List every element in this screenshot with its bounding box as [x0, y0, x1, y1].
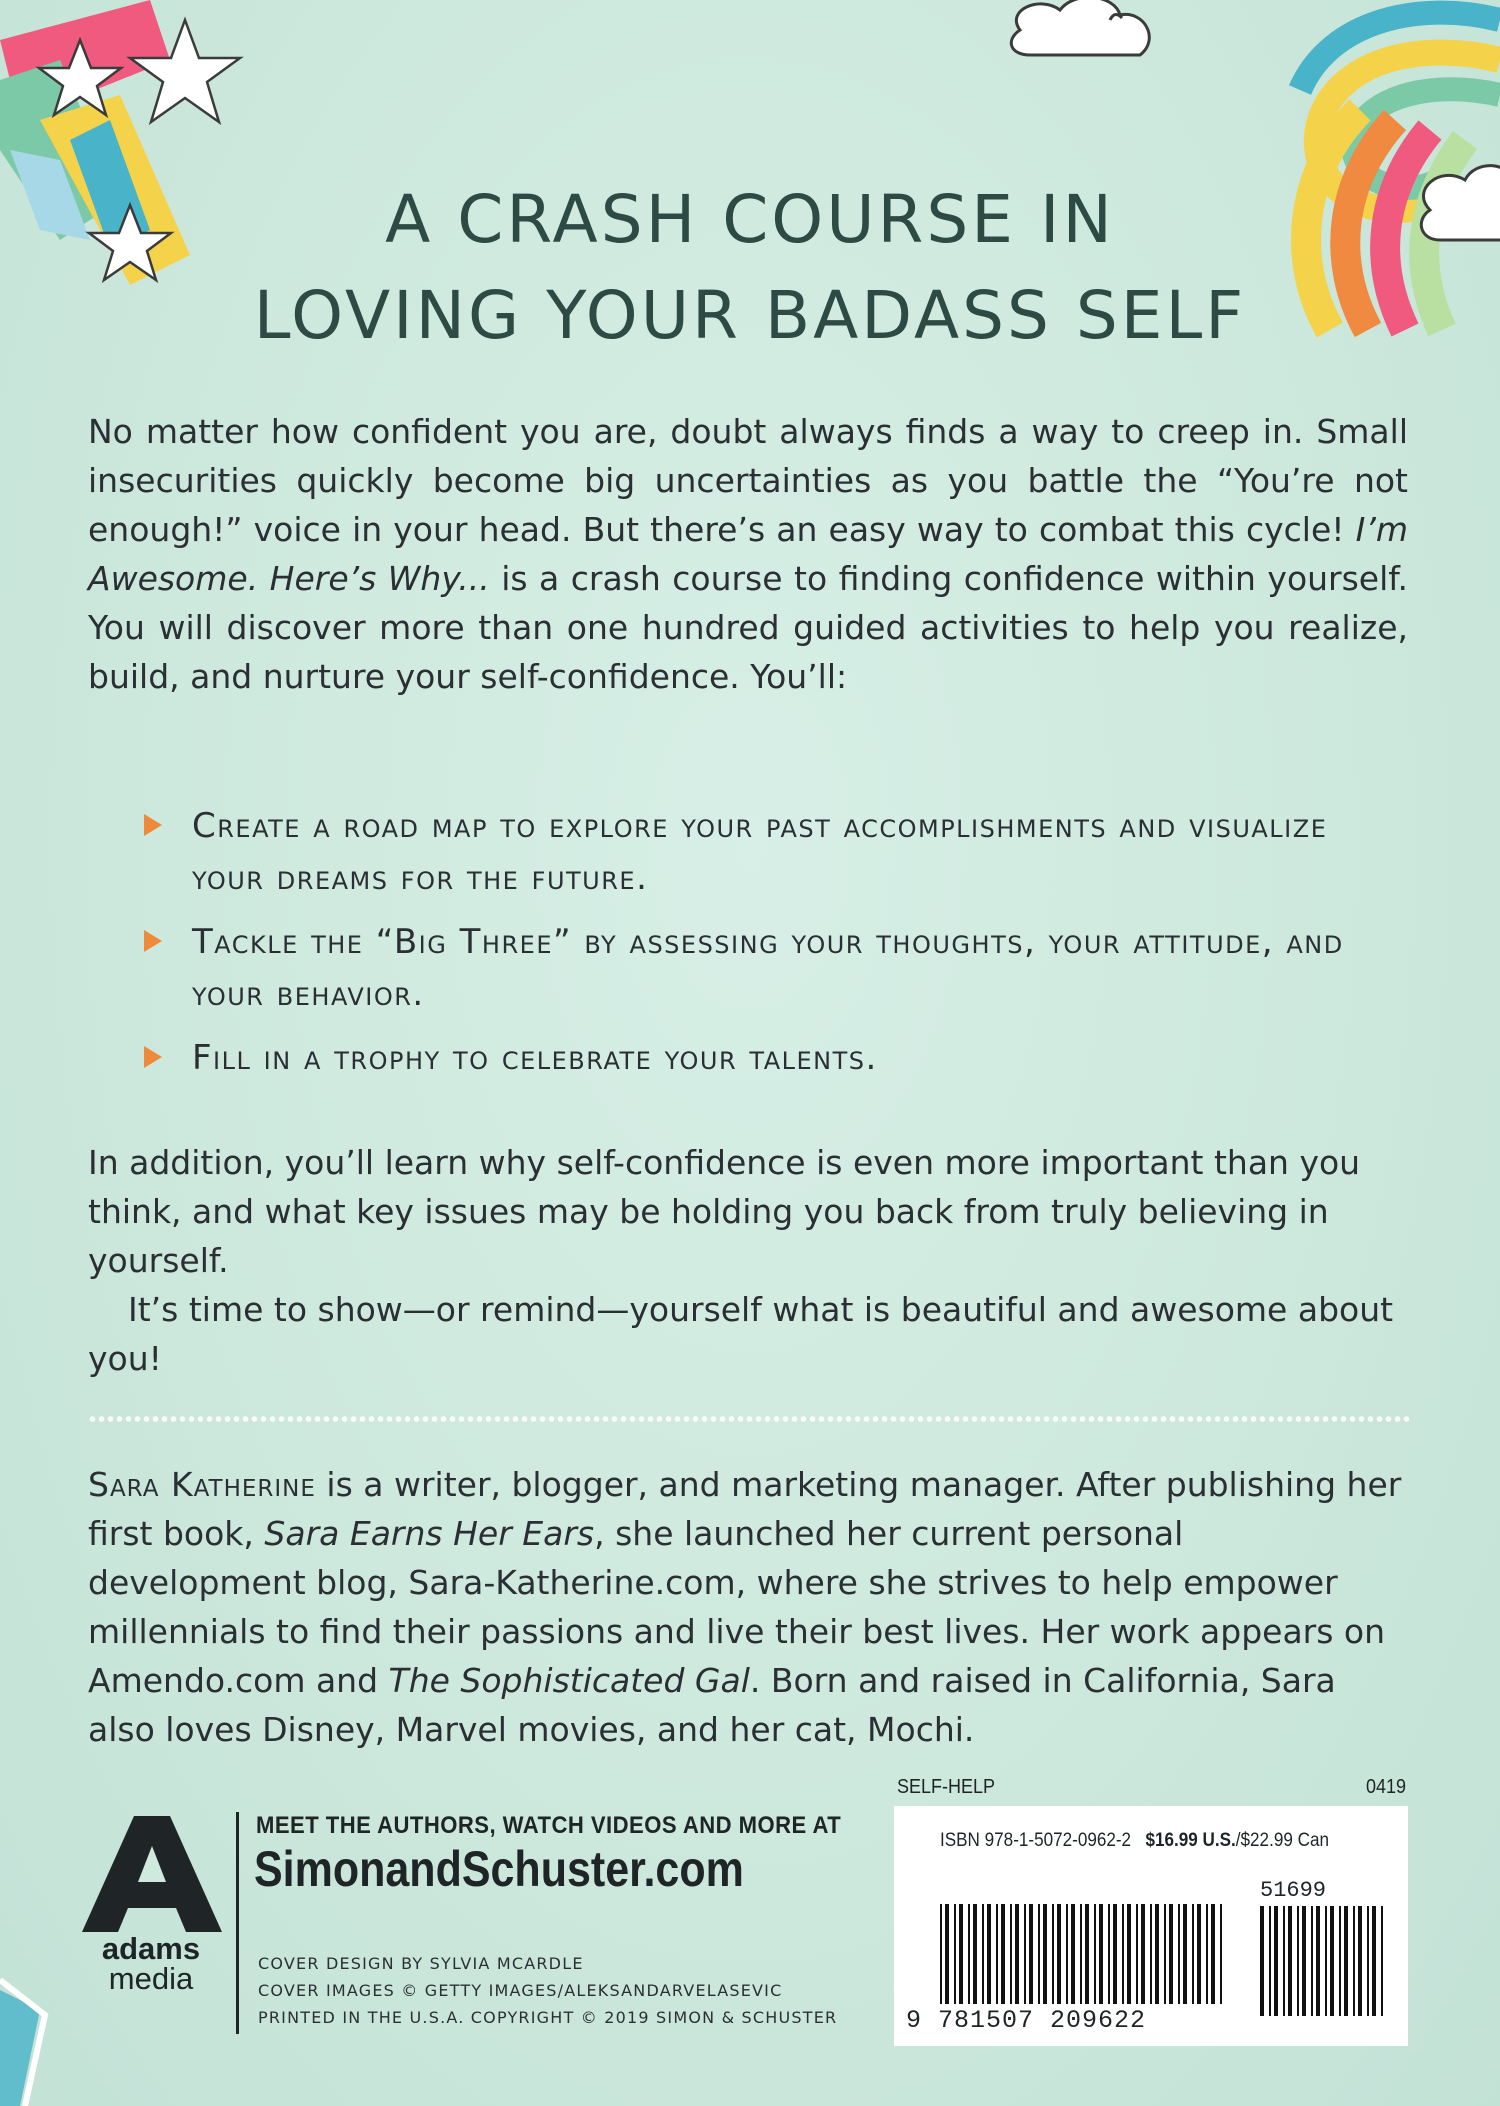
barcode-bar [1183, 1904, 1187, 2004]
catalog-code: 0419 [1366, 1776, 1407, 1798]
barcode-bar [1029, 1904, 1033, 2004]
barcode-bar [1099, 1904, 1103, 2004]
barcode-bar [1080, 1904, 1082, 2004]
barcode-bar [954, 1904, 956, 2004]
barcode-bar [1288, 1906, 1292, 2016]
headline [0, 172, 1500, 364]
barcode-bar [1127, 1904, 1131, 2004]
barcode-bar [1325, 1906, 1327, 2016]
publisher-name-line-1: adams [101, 1931, 201, 1966]
barcode-bar [1381, 1906, 1383, 2016]
footer-divider [236, 1812, 239, 2034]
addition-paragraph-1: In addition, you’ll learn why self-confidence is even more important than you think, and what key issues may be holding you back from truly believing in yourself. [88, 1143, 1361, 1280]
barcode-bar [1297, 1906, 1299, 2016]
credit-line: COVER IMAGES © GETTY IMAGES/ALEKSANDARVELASEVIC [258, 1981, 783, 2000]
barcode-bar [1141, 1904, 1145, 2004]
barcode-bar [1108, 1904, 1110, 2004]
credit-line: PRINTED IN THE U.S.A. COPYRIGHT © 2019 SIMON & SCHUSTER [258, 2008, 838, 2027]
author-name: Sara Katherine [88, 1465, 316, 1504]
barcode-bar [996, 1904, 998, 2004]
barcode-bar [1010, 1904, 1012, 2004]
author-bio [88, 1460, 1408, 1754]
bio-text-part-3: . Born and raised in California, Sara also loves Disney, Marvel movies, and her cat, Mochi. [88, 1661, 1336, 1749]
barcode-bar [987, 1904, 991, 2004]
addition-section [88, 1138, 1408, 1383]
barcode-bar [1283, 1906, 1285, 2016]
barcode-bar [1372, 1906, 1376, 2016]
barcode-bar [1001, 1904, 1005, 2004]
publisher-name-line-2: media [108, 1961, 194, 1996]
barcode-bar [1302, 1906, 1306, 2016]
bio-paragraph [88, 1460, 1408, 1754]
barcode-bar [1269, 1906, 1271, 2016]
barcode-bar [1015, 1904, 1019, 2004]
book-title: I’m Awesome. Here’s Why... [88, 510, 1408, 598]
barcode-bar [1274, 1906, 1278, 2016]
adams-media-logo-icon [82, 1816, 222, 1932]
headline-line-1: A CRASH COURSE IN [385, 181, 1115, 259]
barcode-bar [1136, 1904, 1138, 2004]
price-can: /$22.99 Can [1235, 1830, 1329, 1851]
bullet-text: Create a road map to explore your past accomplishments and visualize your dreams for the future. [192, 806, 1328, 898]
arrow-bullet-icon [144, 930, 162, 952]
barcode-bar [1192, 1904, 1194, 2004]
barcode-bar [1164, 1904, 1166, 2004]
bullet-text: Tackle the “Big Three” by assessing your thoughts, your attitude, and your behavior. [192, 922, 1344, 1014]
bio-text-part-2: , she launched her current personal development blog, Sara-Katherine.com, where she strives to help empower millennials to find their passions and live their best lives. Her work appears on Amendo.com and [88, 1514, 1386, 1700]
barcode-bar [1339, 1906, 1341, 2016]
barcode-bar [1057, 1904, 1061, 2004]
dotted-divider [88, 1414, 1410, 1424]
barcode-digits: 9 781507 209622 [906, 2006, 1147, 2035]
barcode-box [894, 1806, 1408, 2046]
barcode-bar [1043, 1904, 1047, 2004]
barcode-bar [1344, 1906, 1348, 2016]
arrow-bullet-icon [144, 1046, 162, 1068]
barcode-bar [1178, 1904, 1180, 2004]
barcode-bar [1211, 1904, 1215, 2004]
intro-paragraph [88, 407, 1408, 701]
website-link[interactable]: SimonandSchuster.com [254, 1841, 744, 1897]
first-book-title: Sara Earns Her Ears [264, 1514, 595, 1553]
cover-credits [258, 1950, 837, 2031]
barcode-bar [959, 1904, 963, 2004]
activity-bullet-list [140, 800, 1380, 1096]
intro-text-part-2: is a crash course to finding confidence within yourself. You will discover more than one hundred guided activities to help you realize, build, and nurture your self-confidence. You’ll: [88, 559, 1408, 696]
barcode-bar [1085, 1904, 1089, 2004]
barcode-bar [1358, 1906, 1362, 2016]
barcode-bar [1311, 1906, 1313, 2016]
barcode-bar [1330, 1906, 1334, 2016]
barcode-bar [973, 1904, 977, 2004]
bio-text-part-1: is a writer, blogger, and marketing manager. After publishing her first book, [88, 1465, 1402, 1553]
category-label: SELF-HELP [897, 1776, 996, 1798]
barcode-bar [1155, 1904, 1159, 2004]
publication-title: The Sophisticated Gal [388, 1661, 750, 1700]
barcode-bar [940, 1904, 942, 2004]
intro-text-part-1: No matter how confident you are, doubt always finds a way to creep in. Small insecurities quickly become big uncertainties as you battle the “You’re not enough!” voice in your head. But there’s an easy way to combat this cycle! [88, 412, 1408, 549]
barcode-bar [982, 1904, 984, 2004]
barcode-bar [1220, 1904, 1222, 2004]
barcode-bar [945, 1904, 949, 2004]
credit-line: COVER DESIGN BY SYLVIA MCARDLE [258, 1954, 584, 1973]
barcode-bar [1122, 1904, 1124, 2004]
star-outline-illustration [0, 1920, 80, 2106]
barcode-bar [1066, 1904, 1068, 2004]
barcode-bar [968, 1904, 970, 2004]
headline-line-2: LOVING YOUR BADASS SELF [253, 277, 1247, 355]
bullet-text: Fill in a trophy to celebrate your talents. [192, 1038, 878, 1078]
barcode-bar [1024, 1904, 1026, 2004]
list-item [140, 1032, 1380, 1084]
barcode-bar [1260, 1906, 1264, 2016]
barcode-bar [1150, 1904, 1152, 2004]
barcode-bar [1094, 1904, 1096, 2004]
barcode-bar [1052, 1904, 1054, 2004]
isbn-number: ISBN 978-1-5072-0962-2 [940, 1830, 1132, 1851]
barcode-bar [1113, 1904, 1117, 2004]
barcode-bar [1071, 1904, 1075, 2004]
barcode-bar [1367, 1906, 1369, 2016]
barcode-bar [1169, 1904, 1173, 2004]
meet-authors-text: MEET THE AUTHORS, WATCH VIDEOS AND MORE AT [256, 1812, 842, 1839]
intro-section [88, 407, 1408, 701]
list-item [140, 800, 1380, 904]
addition-paragraph-2: It’s time to show—or remind—yourself what is beautiful and awesome about you! [88, 1290, 1394, 1378]
price-us: $16.99 U.S. [1145, 1830, 1236, 1851]
barcode-bar [1316, 1906, 1320, 2016]
barcode-bar [1197, 1904, 1201, 2004]
publisher-name [86, 1931, 216, 1996]
barcode-bar [1353, 1906, 1355, 2016]
arrow-bullet-icon [144, 814, 162, 836]
barcode-bar [1038, 1904, 1040, 2004]
list-item [140, 916, 1380, 1020]
price-addon-number: 51699 [1260, 1878, 1327, 1903]
barcode-bar [1206, 1904, 1208, 2004]
